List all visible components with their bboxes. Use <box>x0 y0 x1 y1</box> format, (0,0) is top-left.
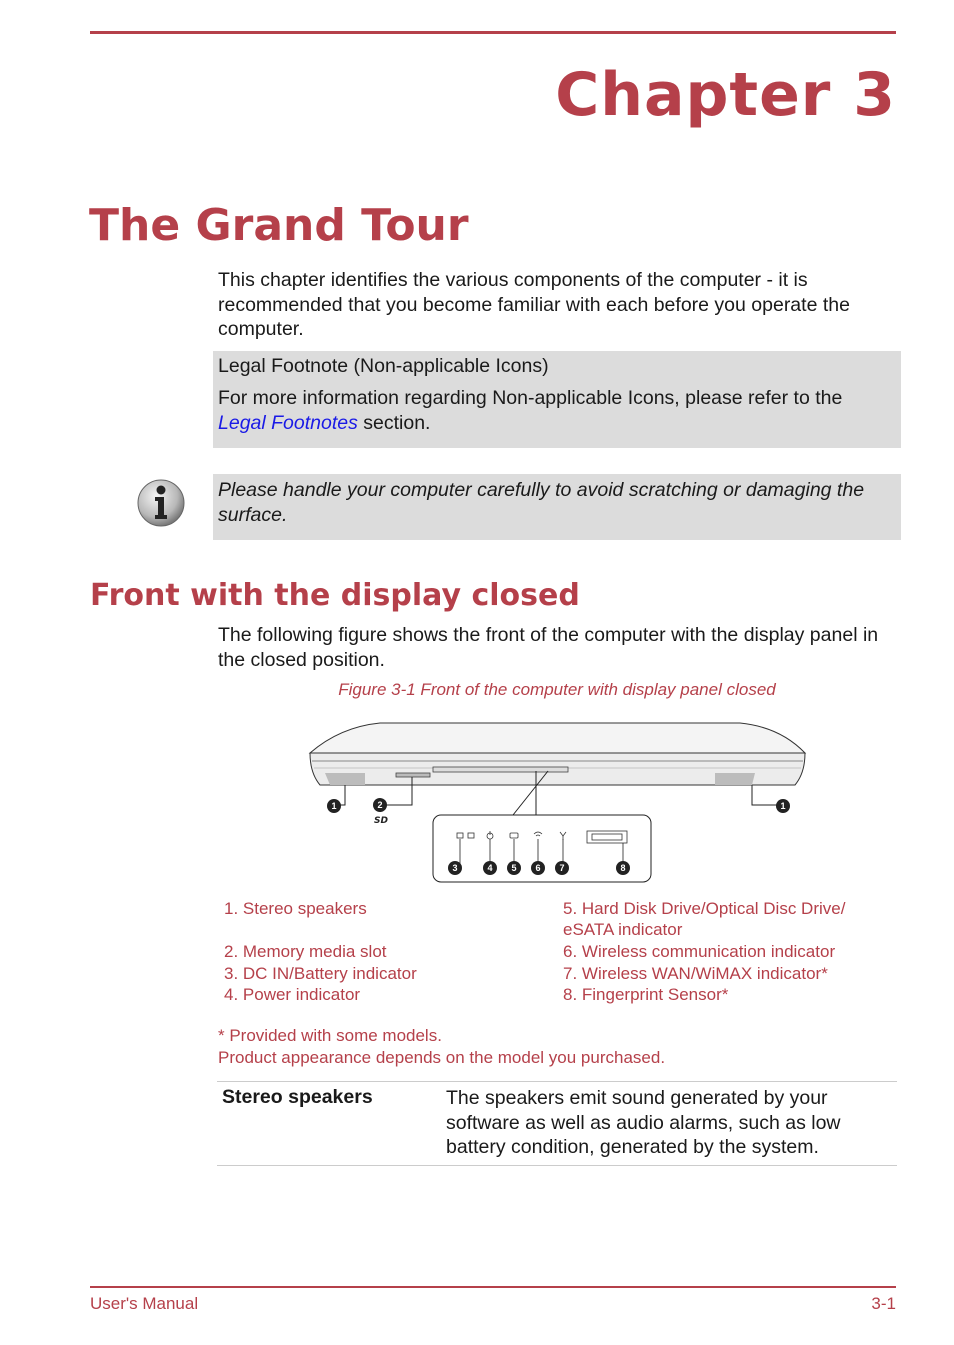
info-note-text: Please handle your computer carefully to avoid scratching or damaging the surface. <box>218 479 865 526</box>
legend-item: 3. DC IN/Battery indicator <box>224 964 417 983</box>
footnote: Product appearance depends on the model you purchased. <box>218 1048 666 1067</box>
legend-item: 2. Memory media slot <box>224 942 387 961</box>
callout-label: 5 <box>511 863 517 873</box>
legal-footnotes-link[interactable]: Legal Footnotes <box>218 412 358 434</box>
legend-item: 4. Power indicator <box>224 985 361 1004</box>
legend-item: 5. Hard Disk Drive/Optical Disc Drive/ <box>563 899 846 918</box>
legend-item: 6. Wireless communication indicator <box>563 942 836 961</box>
sd-logo: SD <box>374 816 388 826</box>
table-rule <box>217 1165 897 1166</box>
callout-label: 1 <box>331 801 337 811</box>
page-number: 3-1 <box>871 1294 896 1313</box>
section-heading: Front with the display closed <box>90 578 580 613</box>
callout-label: 8 <box>620 863 626 873</box>
header-rule <box>90 31 896 34</box>
footer-rule <box>90 1286 896 1288</box>
page-title: The Grand Tour <box>89 200 469 251</box>
legal-footnote-body <box>218 386 888 436</box>
callout-label: 3 <box>452 863 458 873</box>
table-definition: The speakers emit sound generated by your software as well as audio alarms, such as low battery condition, generated by the system. <box>446 1087 841 1158</box>
footnote: * Provided with some models. <box>218 1026 442 1045</box>
laptop-front-figure <box>300 715 820 890</box>
callout-label: 1 <box>780 801 786 811</box>
legend-item: 1. Stereo speakers <box>224 899 367 918</box>
section-paragraph: The following figure shows the front of the computer with the display panel in the closed position. <box>218 624 879 671</box>
info-icon <box>136 478 186 528</box>
chapter-heading: Chapter 3 <box>555 60 896 130</box>
legal-footnote-box <box>213 351 901 448</box>
legal-footnote-text-end: section. <box>357 412 431 434</box>
legend-item: eSATA indicator <box>563 920 683 939</box>
figure-caption: Figure 3-1 Front of the computer with display panel closed <box>338 680 776 699</box>
callout-label: 6 <box>535 863 541 873</box>
table-rule <box>217 1081 897 1082</box>
legend-item: 7. Wireless WAN/WiMAX indicator* <box>563 964 828 983</box>
legend-item: 8. Fingerprint Sensor* <box>563 985 729 1004</box>
callout-label: 7 <box>559 863 565 873</box>
table-term: Stereo speakers <box>222 1086 373 1108</box>
legal-footnote-text: For more information regarding Non-applicable Icons, please refer to the <box>218 387 843 409</box>
intro-paragraph: This chapter identifies the various components of the computer - it is recommended that you become familiar with each before you operate the computer. <box>218 269 850 340</box>
callout-label: 4 <box>487 863 493 873</box>
info-note-box <box>213 474 901 540</box>
footer-title: User's Manual <box>90 1294 199 1313</box>
callout-label: 2 <box>377 800 383 810</box>
legal-footnote-heading: Legal Footnote (Non-applicable Icons) <box>218 355 549 377</box>
